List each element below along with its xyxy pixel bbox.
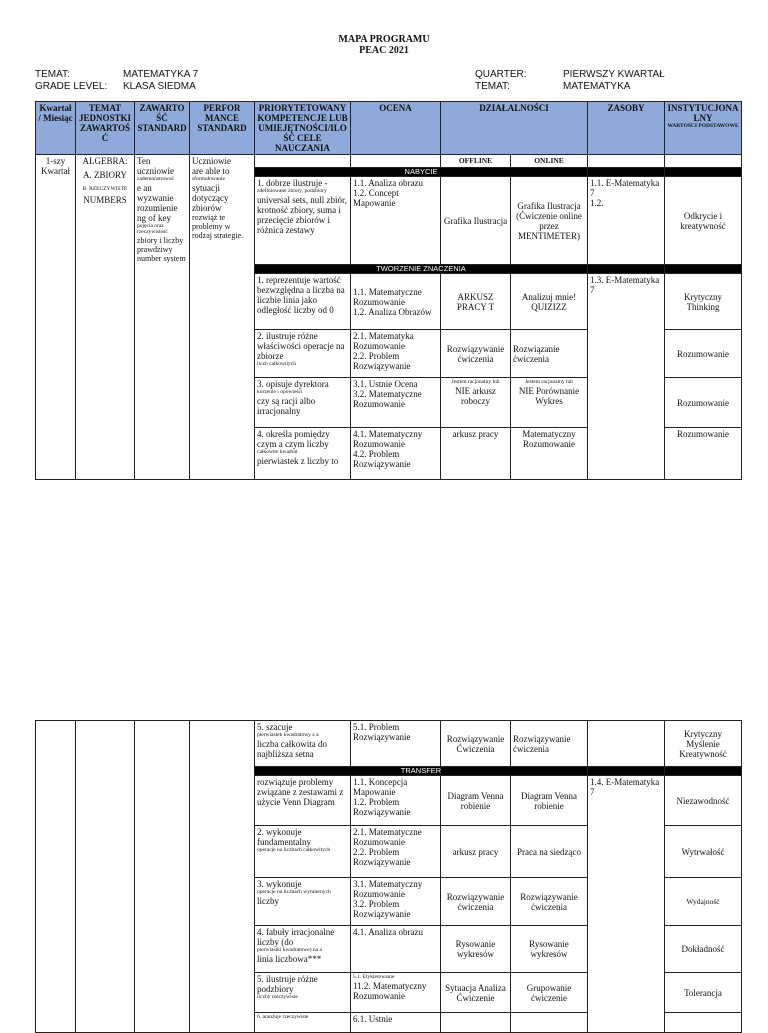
empty-cell (665, 155, 742, 168)
competency-text: 5. szacuje (257, 722, 293, 732)
competency-text-small: pierwiastki kwadratowe) na a (257, 947, 322, 953)
col-offline: OFFLINE (441, 155, 511, 168)
wartosci-cell: Niezawodność (665, 776, 742, 826)
offline-cell: Rysowanie wykresów (441, 926, 511, 973)
subheader-row (36, 155, 742, 168)
content-standard-text: e an wyzwanie (137, 182, 174, 203)
competency-text-small: pierwiastek kwadratowy z a (257, 732, 319, 738)
bar-fill (588, 265, 665, 274)
document-subtitle: PEAC 2021 (359, 45, 409, 56)
bar-fill (665, 265, 742, 274)
online-cell: Grupowanie ćwiczenie (511, 973, 588, 1013)
competency-cell (255, 177, 351, 265)
zasoby-cell: 1.3. E-Matematyka 7 (588, 274, 665, 480)
wartosci-cell: Tolerancja (665, 973, 742, 1013)
competency-text: 3. opisuje dyrektora (257, 379, 329, 389)
offline-cell: arkusz pracy (441, 428, 511, 480)
competency-text: 3. wykonuje (257, 879, 302, 889)
competency-cell (255, 878, 351, 926)
bar-fill (588, 168, 665, 177)
performance-standard-text: sytuacji (192, 182, 220, 193)
competency-text: 2. ilustruje różne właściwości operacje na zbiorze (257, 331, 345, 361)
table-row (36, 721, 742, 767)
competency-text: liczba całkowita do najbliższa setna (257, 738, 327, 759)
wartosci-cell: Rozumowanie (665, 330, 742, 378)
grade-label: GRADE LEVEL: (35, 81, 108, 92)
quarter-label: QUARTER: (475, 69, 527, 80)
header-row (36, 102, 742, 155)
content-standard-cell (135, 155, 190, 480)
kwartal-cell: 1-szy Kwartał (36, 155, 76, 480)
online-cell: Praca na siedząco (511, 826, 588, 878)
competency-text: 4. określa pomiędzy czym a czym liczby (257, 429, 330, 449)
wartosci-label: WARTOŚCI PODSTAWOWE (667, 123, 739, 129)
content-standard-text: Ten uczniowie (137, 156, 174, 176)
competency-cell (255, 428, 351, 480)
competency-cell (255, 378, 351, 428)
content-standard-cell (135, 721, 190, 1033)
online-cell (511, 1013, 588, 1033)
wartosci-cell: Krytyczny Myślenie Kreatywność (665, 721, 742, 767)
ocena-cell: 6.1. Ustnie (351, 1013, 441, 1033)
performance-standard-text: are able to (192, 166, 230, 176)
offline-cell: Rozwiązywanie ćwiczenia (441, 330, 511, 378)
offline-text-small: Jestem racjonalny lub (451, 379, 500, 385)
col-performance: PERFOR MANCE STANDARD (190, 102, 255, 155)
performance-standard-text: dotyczący zbiorów (192, 192, 229, 213)
competency-text-small: całkowite kwadrat (257, 449, 298, 455)
transfer-label: TRANSFER (255, 767, 588, 776)
competency-text: 1. dobrze ilustruje - (257, 178, 328, 188)
content-standard-text: rozumienie (137, 202, 178, 213)
competency-text-small: korzenie i opowieści (257, 389, 303, 395)
col-ocena: OCENA (351, 102, 441, 155)
ocena-cell: 1.1. Koncepcja Mapowanie 1.2. Problem Rozwiązywanie (351, 776, 441, 826)
col-priorytetowany: PRIORYTETOWANY KOMPETENCJE LUB UMIEJĘTNOŚCI/ILOŚĆ CELE NAUCZANIA (255, 102, 351, 155)
online-text: NIE Porównanie Wykres (518, 385, 580, 406)
online-cell: Grafika Ilustracja (Ćwiczenie online przez MENTIMETER) (511, 177, 588, 265)
content-standard-text: zbiory i liczby prawdziwy number system (137, 235, 186, 263)
performance-standard-cell (190, 155, 255, 480)
competency-cell (255, 973, 351, 1013)
competency-text: linia liczbowa*** (257, 953, 322, 964)
competency-text: 2. wykonuje fundamentalny (257, 827, 311, 847)
ocena-text: 11.2. Matematyczny Rozumowanie (353, 980, 427, 1001)
performance-standard-text: sformułowanie (192, 176, 225, 182)
competency-cell (255, 721, 351, 767)
competency-text: 5. ilustruje różne podzbiory (257, 974, 318, 994)
zbiory-label: A. ZBIORY (82, 170, 127, 180)
competency-text-small: operacje na liczbach wymiernych (257, 889, 331, 895)
zasoby-cell: 1.1. E-Matematyka 7 1.2. (588, 177, 665, 265)
content-standard-text: zademonstrować (137, 176, 174, 182)
offline-cell (441, 1013, 511, 1033)
competency-text-small: 6. aranżuje rzeczywiste (257, 1014, 309, 1020)
online-cell: Rozwiązanie ćwiczenia (511, 330, 588, 378)
competency-text: 4. fabuły irracjonalne liczby (do (257, 927, 335, 947)
competency-text: czy są racji albo irracjonalny (257, 395, 316, 416)
empty-cell (588, 155, 665, 168)
program-map-table-2 (35, 720, 742, 1033)
offline-cell: Rozwiązywanie Ćwiczenia (441, 721, 511, 767)
page-title-block (0, 34, 768, 56)
performance-standard-text: rozwiąż te problemy w rodzaj strategie. (192, 212, 244, 240)
temat-label: TEMAT: (35, 69, 70, 80)
rzeczywiste-label: B. RZECZYWISTE (82, 186, 128, 192)
performance-standard-cell (190, 721, 255, 1033)
temat-cell (76, 155, 135, 480)
bar-fill (588, 767, 665, 776)
kwartal-cell (36, 721, 76, 1033)
online-cell: Rozwiązywanie ćwiczenia (511, 721, 588, 767)
ocena-cell: 2.1. Matematyczne Rozumowanie 2.2. Problem Rozwiązywanie (351, 826, 441, 878)
ocena-cell: 3.1. Matematyczny Rozumowanie 3.2. Problem Rozwiązywanie (351, 878, 441, 926)
competency-text: liczby (257, 895, 279, 906)
col-instytucjonalny (665, 102, 742, 155)
ocena-cell: 3.1. Ustnie Ocena 3.2. Matematyczne Rozumowanie (351, 378, 441, 428)
zasoby-cell: 1.4. E-Matematyka 7 (588, 776, 665, 1033)
col-zasoby: ZASOBY (588, 102, 665, 155)
offline-cell (441, 378, 511, 428)
competency-cell (255, 826, 351, 878)
tworzenie-label: TWORZENIE ZNACZENIA (255, 265, 588, 274)
grade-value: KLASA SIEDMA (123, 81, 196, 92)
competency-cell (255, 1013, 351, 1033)
online-cell: Analizuj mnie! QUIZIZZ (511, 274, 588, 330)
competency-text-small: liczby rzeczywiste (257, 994, 298, 1000)
online-cell: Matematyczny Rozumowanie (511, 428, 588, 480)
document-title: MAPA PROGRAMU (338, 34, 430, 45)
empty-cell (351, 155, 441, 168)
online-cell: Diagram Venna robienie (511, 776, 588, 826)
ocena-cell: 1.1. Matematyczne Rozumowanie 1.2. Analiza Obrazów (351, 274, 441, 330)
ocena-cell: 4.1. Matematyczny Rozumowanie 4.2. Problem Rozwiązywanie (351, 428, 441, 480)
bar-fill (665, 168, 742, 177)
wartosci-cell: Krytyczny Thinking (665, 274, 742, 330)
offline-cell: Sytuacja Analiza Ćwiczenie (441, 973, 511, 1013)
wartosci-cell: Rozumowanie (665, 378, 742, 428)
col-zawartosc: ZAWARTOŚĆ STANDARD (135, 102, 190, 155)
col-dzialalnosci: DZIAŁALNOŚCI (441, 102, 588, 155)
ocena-cell: 2.1. Matematyka Rozumowanie 2.2. Problem Rozwiązywanie (351, 330, 441, 378)
competency-cell (255, 330, 351, 378)
quarter-value: PIERWSZY KWARTAŁ (563, 69, 665, 80)
wartosci-cell: Rozumowanie (665, 428, 742, 480)
col-kwartal: Kwartał / Miesiąc (36, 102, 76, 155)
offline-cell: Rozwiązywanie ćwiczenia (441, 878, 511, 926)
temat-value: MATEMATYKA 7 (123, 69, 199, 80)
ocena-cell (351, 973, 441, 1013)
wartosci-cell: Dokładność (665, 926, 742, 973)
offline-cell: Diagram Venna robienie (441, 776, 511, 826)
online-cell: Rysowanie wykresów (511, 926, 588, 973)
nabycie-label: NABYCIE (255, 168, 588, 177)
numbers-label: NUMBERS (83, 194, 127, 205)
competency-cell (255, 926, 351, 973)
instytucjonalny-label: INSTYTUCJONALNY (667, 103, 739, 123)
wartosci-cell: Wytrwałość (665, 826, 742, 878)
content-standard-text: pojęcia oraz rzeczywistość (137, 222, 168, 235)
competency-text: universal sets, null zbiór, krotność zbiory, suma i przecięcie zbiorów i różnica zestawy (257, 194, 347, 235)
col-online: ONLINE (511, 155, 588, 168)
competency-text-small: liczb całkowitych (257, 361, 296, 367)
competency-cell: 1. reprezentuje wartość bezwzględna a liczba na liczbie linia jako odległość liczby od 0 (255, 274, 351, 330)
empty-cell (255, 155, 351, 168)
temat2-value: MATEMATYKA (563, 81, 631, 92)
wartosci-cell: Wydajność (665, 878, 742, 926)
competency-cell: rozwiązuje problemy związane z zestawami z użycie Venn Diagram (255, 776, 351, 826)
performance-standard-text: Uczniowie (192, 156, 231, 166)
program-map-table-1 (35, 101, 742, 480)
competency-text: pierwiastek z liczby to (257, 455, 339, 466)
content-standard-text: ng of key (137, 212, 171, 223)
online-cell: Rozwiązywanie ćwiczenia (511, 878, 588, 926)
ocena-cell: 1.1. Analiza obrazu 1.2. Concept Mapowanie (351, 177, 441, 265)
ocena-cell: 4.1. Analiza obrazu (351, 926, 441, 973)
offline-cell: arkusz pracy (441, 826, 511, 878)
competency-text-small: zdefiniowane zbiory, podzbiory (257, 188, 327, 194)
online-cell (511, 378, 588, 428)
competency-text-small: operacje na liczbach całkowitych (257, 847, 331, 853)
online-text-small: Jestem racjonalny lub (525, 379, 573, 385)
temat2-label: TEMAT: (475, 81, 510, 92)
zasoby-cell (588, 721, 665, 767)
temat-cell (76, 721, 135, 1033)
bar-fill (665, 767, 742, 776)
wartosci-cell: Odkrycie i kreatywność (665, 177, 742, 265)
offline-cell: Grafika Ilustracja (441, 177, 511, 265)
offline-cell: ARKUSZ PRACY T (441, 274, 511, 330)
offline-text: NIE arkusz roboczy (455, 385, 496, 406)
ocena-cell: 5.1. Problem Rozwiązywanie (351, 721, 441, 767)
col-temat: TEMAT JEDNOSTKI ZAWARTOŚĆ (76, 102, 135, 155)
ocena-text-small: 5.1. Etykietowanie (353, 974, 395, 980)
wartosci-cell (665, 1013, 742, 1033)
algebra-label: ALGEBRA: (82, 156, 128, 166)
